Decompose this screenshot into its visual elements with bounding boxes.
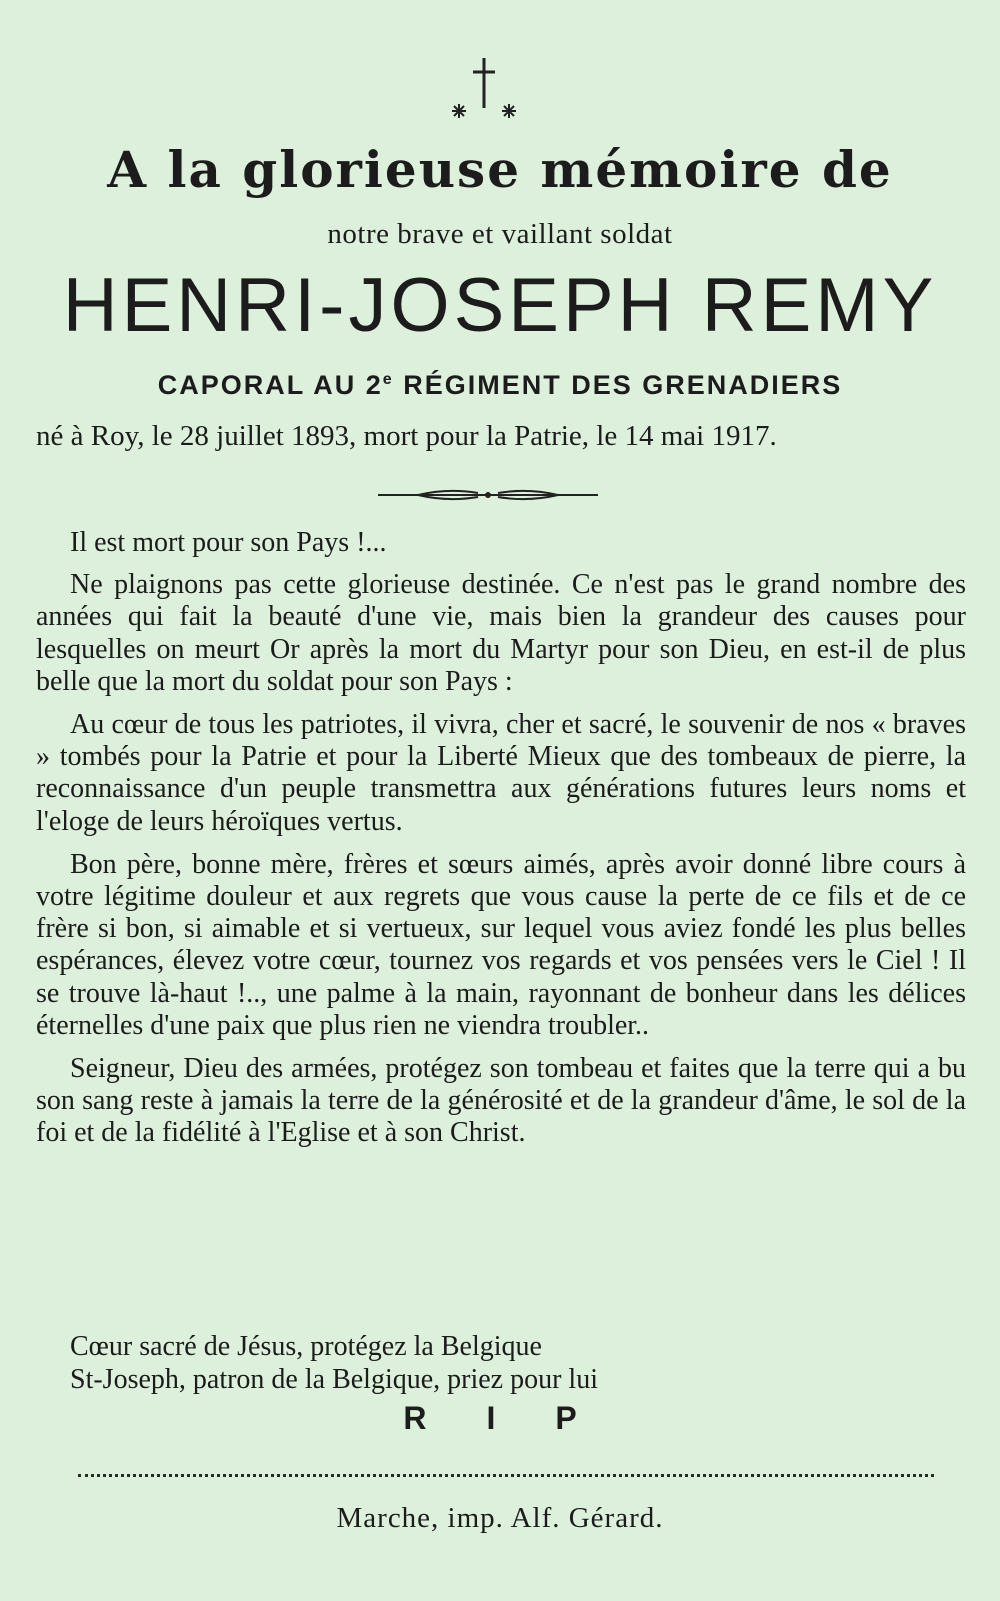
eulogy-paragraph: Il est mort pour son Pays !... bbox=[70, 527, 387, 558]
memorial-title: A la glorieuse mémoire de bbox=[107, 140, 893, 199]
rank-regiment: RÉGIMENT DES GRENADIERS bbox=[393, 370, 843, 400]
dotted-divider bbox=[78, 1474, 934, 1477]
prayer-line: Cœur sacré de Jésus, protégez la Belgique bbox=[70, 1331, 542, 1362]
eulogy-paragraph: Ne plaignons pas cette glorieuse destinée. Ce n'est pas le grand nombre des années qui fait la beauté d'une vie, mais bien la grandeur des causes pour lesquelles on meurt Or après la mort du Martyr pour son Dieu, en est-il de plus belle que la mort du soldat pour son Pays : bbox=[36, 569, 966, 697]
prayer-line: St-Joseph, patron de la Belgique, priez pour lui bbox=[70, 1364, 598, 1395]
eulogy-paragraph: Bon père, bonne mère, frères et sœurs aimés, après avoir donné libre cours à votre légitime douleur et aux regrets que vous cause la perte de ce fils et de ce frère si bon, si aimable et si vertueux, sur lequel vous aviez fondé les plus belles espérances, élevez votre cœur, tournez vos regards et vos pensées vers le Ciel ! Il se trouve là-haut !.., une palme à la main, rayonnant de bonheur dans les délices éternelles d'une paix que plus rien ne viendra troubler.. bbox=[36, 848, 966, 1041]
rank-prefix: CAPORAL AU 2 bbox=[157, 370, 383, 400]
soldier-name bbox=[0, 263, 1000, 348]
cross-icon bbox=[440, 52, 540, 132]
eulogy-paragraph: Seigneur, Dieu des armées, protégez son tombeau et faites que la terre qui a bu son sang reste à jamais la terre de la générosité et de la grandeur d'âme, le sol de la foi et de la fidélité à l'Eglise et à son Christ. bbox=[36, 1053, 966, 1149]
eulogy-paragraph: Au cœur de tous les patriotes, il vivra, cher et sacré, le souvenir de nos « braves » tombés pour la Patrie et pour la Liberté Mieux que des tombeaux de pierre, la reconnaissance d'un peuple transmettra aux générations futures leurs noms et l'eloge de leurs héroïques vertus. bbox=[36, 709, 966, 837]
printer-imprint: Marche, imp. Alf. Gérard. bbox=[336, 1502, 664, 1534]
subtitle: notre brave et vaillant soldat bbox=[327, 218, 673, 250]
rip-text: RIP bbox=[403, 1400, 637, 1436]
soldier-rank bbox=[0, 370, 1000, 401]
birth-death-line: né à Roy, le 28 juillet 1893, mort pour la Patrie, le 14 mai 1917. bbox=[36, 420, 777, 452]
soldier-surname: REMY bbox=[701, 263, 938, 348]
eulogy-text bbox=[36, 527, 966, 1161]
divider-ornament-icon bbox=[378, 486, 598, 504]
rank-ordinal: e bbox=[382, 371, 394, 388]
soldier-first-names: HENRI-JOSEPH bbox=[62, 263, 677, 348]
prayers bbox=[70, 1330, 950, 1396]
